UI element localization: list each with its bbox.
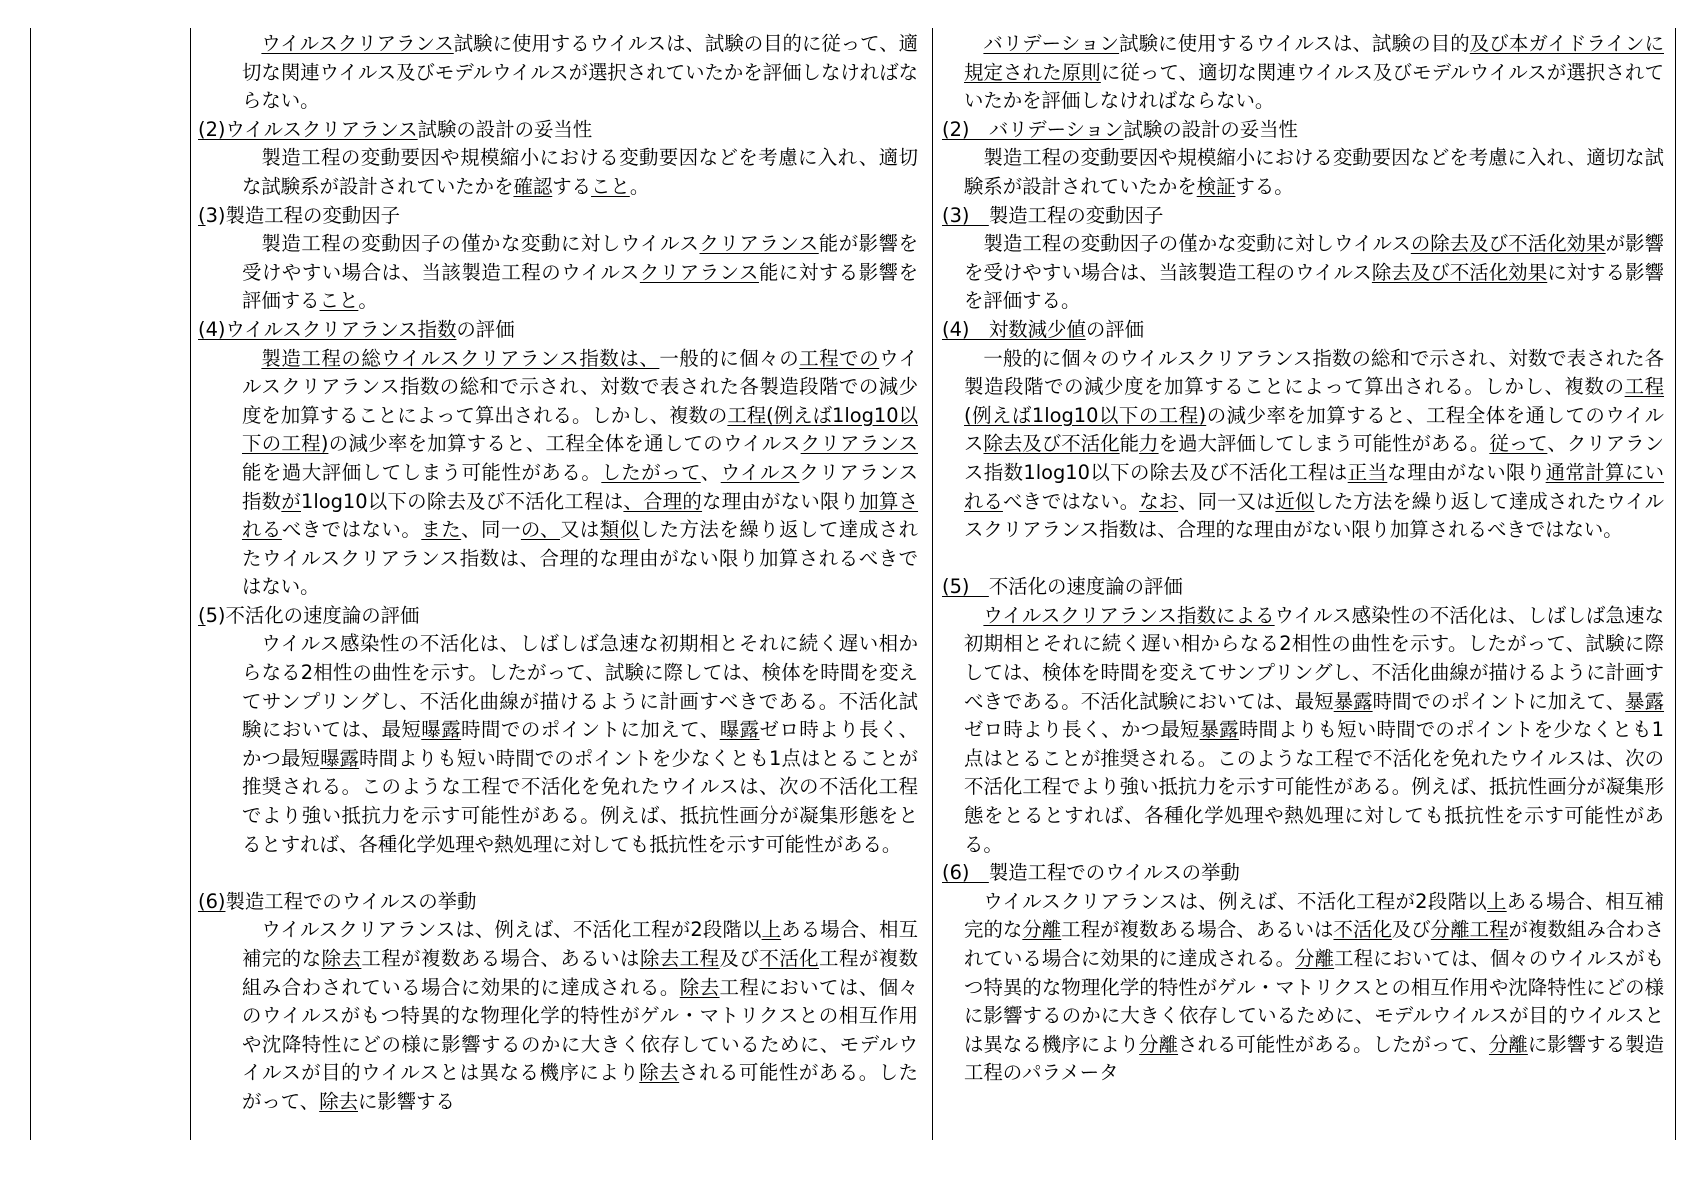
underlined-change: 従って — [1489, 432, 1548, 456]
text-run: 時間よりも短い時間でのポイントを少なくとも1点はとることが推奨される。このような工程で不活化を免れたウイルスは、次の不活化工程でより強い抵抗力を示す可能性がある。例えば、抵抗性画分が凝集形態をとるとすれば、各種化学処理や熱処理に対しても抵抗性を示す可能性がある。 — [964, 718, 1664, 856]
text-run: 5)不活化の速度論の評価 — [205, 603, 420, 627]
text-run: 製造工程の変動因子の僅かな変動に対しウイルス — [983, 232, 1411, 256]
underlined-change: 暴露 — [1333, 689, 1373, 713]
text-run: 1log10以下の除去及び不活化工程は — [301, 489, 624, 513]
section-heading — [942, 316, 1664, 345]
text-run: ウイルス感染性の不活化は、しばしば急速な初期相とそれに続く遅い相からなる2相性の曲性を示す。したがって、試験に際しては、検体を時間を変えてサンプリングし、不活化曲線が描けるように計画すべきである。不活化試験においては、最短 — [242, 632, 918, 742]
text-run: 試験の設計の妥当性 — [417, 117, 593, 141]
paragraph-gap — [198, 859, 918, 888]
text-run: 3)製造工程の変動因子 — [205, 203, 400, 227]
text-run: 時間よりも短い時間でのポイントを少なくとも1点はとることが推奨される。このような工程で不活化を免れたウイルスは、次の不活化工程でより強い抵抗力を示す可能性がある。例えば、抵抗性画分が凝集形態をとるとすれば、各種化学処理や熱処理に対しても抵抗性を示す可能性がある。 — [242, 746, 919, 856]
right-column-revised-text — [942, 30, 1664, 1088]
underlined-change: こと — [319, 289, 359, 313]
underlined-change: の、 — [520, 518, 560, 542]
text-run: ウイルスクリアランスは、例えば、不活化工程が2段階以 — [261, 918, 762, 942]
text-run: 工程が複数ある場合、あるいは — [1061, 918, 1334, 942]
underlined-change: 検証 — [1196, 174, 1236, 198]
underlined-change: 除去 — [639, 1061, 680, 1085]
text-run: 工程においては、個々のウイルスがもつ特異的な物理化学的特性がゲル・マトリクスとの相互作用や沈降特性にどの様に影響するのかに大きく依存しているために、モデルウイルスが目的ウイルスとは異なる機序により — [964, 947, 1665, 1056]
underlined-change: ウイルスクリアランス指数による — [983, 603, 1275, 627]
body-paragraph — [964, 144, 1664, 201]
body-paragraph — [242, 630, 918, 859]
text-run: した方法を繰り返して達成されたウイルスクリアランス指数は、合理的な理由がない限り加算されるべきではない。 — [242, 518, 919, 599]
text-run: 試験の設計の妥当性 — [1123, 117, 1298, 141]
text-run: 、同一又は — [1178, 489, 1276, 513]
text-run: べきではない。 — [281, 518, 422, 542]
text-run: に影響する — [357, 1089, 455, 1113]
text-run: に従って、適切な関連ウイルス及びモデルウイルスが選択されていたかを評価しなければならない。 — [964, 60, 1664, 113]
underlined-change: 暴露 — [1199, 718, 1239, 742]
text-run: な理由がない限り — [1387, 460, 1546, 484]
underlined-change: 近似 — [1275, 489, 1315, 513]
text-run: の評価 — [456, 317, 515, 341]
underlined-change: が — [281, 489, 301, 513]
text-run: 及び — [1391, 918, 1431, 942]
left-margin-rule — [30, 28, 31, 1140]
underlined-change: (3) — [942, 203, 989, 227]
text-run: ウイルスクリアランス指数の総和で示され、対数で表された各製造段階での減少度を加算することによって算出される。しかし、複数の — [242, 346, 919, 427]
text-run: する。 — [1235, 174, 1294, 198]
text-run: を過大評価してしまう可能性がある。 — [1158, 432, 1490, 456]
text-run: ゼロ時より長く、かつ最短 — [964, 718, 1200, 742]
text-run: 能が影響を受けやすい場合は、当該製造工程のウイルス — [242, 232, 919, 284]
text-run: 。 — [629, 174, 650, 198]
text-run: する — [552, 174, 592, 198]
underlined-change: (6) — [942, 861, 989, 885]
underlined-change: ( — [198, 203, 206, 227]
text-run: クリアランス指数 — [242, 460, 919, 513]
section-heading — [942, 116, 1664, 145]
underlined-change: クリアランス — [699, 232, 819, 256]
text-run: 試験に使用するウイルスは、試験の目的 — [1119, 32, 1470, 55]
section-heading — [198, 602, 918, 631]
underlined-change: (4) 対数減少値 — [942, 317, 1086, 341]
underlined-change: 類似 — [599, 518, 640, 542]
underlined-change: 除去及び不活化 — [983, 432, 1120, 456]
text-run: に対する影響を評価する。 — [964, 260, 1665, 313]
underlined-change: 正当 — [1347, 460, 1388, 484]
text-run: ウイルスクリアランスは、例えば、不活化工程が2段階以 — [983, 889, 1487, 913]
text-run: 不活化の速度論の評価 — [988, 575, 1183, 599]
underlined-change: 通常計算にいれる — [964, 460, 1665, 513]
underlined-change: 不活化 — [759, 947, 820, 970]
underlined-change: 除去工程 — [639, 947, 720, 970]
text-run: 及び — [719, 947, 760, 970]
section-heading — [942, 859, 1664, 888]
text-run: 製造工程の変動因子 — [988, 203, 1164, 227]
underlined-change: 除去 — [321, 947, 362, 970]
underlined-change: クリアランス — [639, 260, 759, 284]
text-run: 製造工程でのウイルスの挙動 — [988, 861, 1240, 885]
text-run: べきではない。 — [1002, 489, 1140, 513]
text-run: 製造工程でのウイルスの挙動 — [225, 889, 477, 913]
text-run: ゼロ時より長く、かつ最短 — [242, 718, 918, 770]
text-run: される可能性がある。したがって、 — [242, 1061, 918, 1113]
underlined-change: こと — [591, 174, 630, 198]
text-run: の減少率を加算すると、工程全体を通してのウイルス — [328, 432, 801, 456]
underlined-change: 除去 — [319, 1089, 358, 1113]
text-run: 。 — [358, 289, 378, 313]
right-edge-rule — [1675, 28, 1676, 1140]
underlined-change: 確認 — [513, 174, 553, 198]
text-run: 工程が複数ある場合、あるいは — [361, 947, 640, 970]
underlined-change: 、合理的 — [623, 489, 703, 513]
underlined-change: (6) — [198, 889, 226, 913]
underlined-change: の除去及び不活化効果 — [1410, 232, 1606, 256]
body-paragraph — [242, 916, 918, 1116]
underlined-change: ( — [198, 603, 206, 627]
text-run: 能 — [1119, 432, 1140, 456]
center-column-rule — [932, 28, 933, 1140]
underlined-change: 不活化 — [1333, 918, 1392, 942]
underlined-change: 工程(例えば1log10以下の工程) — [964, 375, 1665, 427]
underlined-change: クリアランス — [800, 432, 919, 456]
underlined-change: 曝露 — [421, 718, 462, 742]
left-column-rule — [190, 28, 191, 1140]
underlined-change: 分離 — [1022, 918, 1062, 942]
section-heading — [942, 573, 1664, 602]
underlined-change: ウイルスクリアランス — [261, 32, 454, 55]
underlined-change: また — [421, 518, 462, 542]
underlined-change: 分離 — [1295, 947, 1335, 970]
body-paragraph — [242, 144, 918, 201]
section-heading — [942, 202, 1664, 231]
body-paragraph — [964, 30, 1664, 116]
text-run: 、同一 — [461, 518, 521, 542]
text-run: ある場合、相互補完的な — [964, 889, 1665, 942]
underlined-change: (2) バリデーション — [942, 117, 1124, 141]
text-run: した方法を繰り返して達成されたウイルスクリアランス指数は、合理的な理由がない限り加算されるべきではない。 — [964, 489, 1665, 542]
underlined-change: (5) — [942, 575, 989, 599]
underlined-change: 上 — [761, 918, 782, 942]
underlined-change: 上 — [1486, 889, 1507, 913]
text-run: 一般的に個々のウイルスクリアランス指数の総和で示され、対数で表された各製造段階での減少度を加算することによって算出される。しかし、複数の — [964, 346, 1664, 399]
section-heading — [198, 316, 918, 345]
section-heading — [198, 116, 918, 145]
left-column-current-text — [198, 30, 918, 1117]
text-run: が複数組み合わされている場合に効果的に達成される。 — [964, 918, 1665, 970]
text-run: に影響する製造工程のパラメータ — [964, 1032, 1665, 1085]
underlined-change: 曝露 — [719, 718, 760, 742]
text-run: 能を過大評価してしまう可能性がある。 — [242, 460, 602, 484]
body-paragraph — [242, 30, 918, 116]
underlined-change: したがって — [601, 460, 701, 484]
body-paragraph — [964, 602, 1664, 859]
underlined-change: 工程(例えば1log10以下の工程) — [242, 403, 919, 456]
underlined-change: 曝露 — [320, 746, 360, 770]
text-run: ウイルス感染性の不活化は、しばしば急速な初期相とそれに続く遅い相からなる2相性の曲性を示す。したがって、試験に際しては、検体を時間を変えてサンプリングし、不活化曲線が描けるように計画すべきである。不活化試験においては、最短 — [964, 603, 1664, 713]
body-paragraph — [964, 888, 1664, 1088]
body-paragraph — [964, 230, 1664, 316]
text-run: 又は — [559, 518, 600, 542]
text-run: 工程が複数組み合わされている場合に効果的に達成される。 — [242, 947, 919, 999]
text-run: な理由がない限り — [702, 489, 860, 513]
text-run: 一般的に個々の — [659, 346, 800, 370]
underlined-change: 工程での — [799, 346, 880, 370]
text-run: の評価 — [1085, 317, 1144, 341]
text-run: 製造工程の変動要因や規模縮小における変動要因などを考慮に入れ、適切な試験系が設計されていたかを — [964, 146, 1664, 198]
underlined-change: 加算される — [242, 489, 919, 542]
underlined-change: (2)ウイルスクリアランス — [198, 117, 418, 141]
underlined-change: 分離工程 — [1430, 918, 1509, 942]
text-run: 能に対する影響を評価する — [242, 260, 919, 313]
underlined-change: 製造工程の総ウイルスクリアランス指数は、 — [261, 346, 660, 370]
paragraph-gap — [942, 545, 1664, 574]
underlined-change: (4)ウイルスクリアランス指数 — [198, 317, 457, 341]
body-paragraph — [242, 345, 918, 602]
underlined-change: 除去 — [679, 975, 720, 999]
text-run: 製造工程の変動要因や規模縮小における変動要因などを考慮に入れ、適切な試験系が設計されていたかを — [242, 146, 918, 198]
text-run: が影響を受けやすい場合は、当該製造工程のウイルス — [964, 232, 1665, 284]
text-run: 工程においては、個々のウイルスがもつ特異的な物理化学的特性がゲル・マトリクスとの相互作用や沈降特性にどの様に影響するのかに大きく依存しているために、モデルウイルスが目的ウイルスとは異なる機序により — [242, 975, 919, 1085]
body-paragraph — [242, 230, 918, 316]
text-run: 、 — [700, 460, 721, 484]
section-heading — [198, 888, 918, 917]
text-run: ある場合、相互補完的な — [242, 918, 919, 970]
text-run: 時間でのポイントに加えて、 — [461, 718, 720, 742]
text-run: 製造工程の変動因子の僅かな変動に対しウイルス — [261, 232, 700, 256]
underlined-change: なお — [1139, 489, 1179, 513]
text-run: される可能性がある。したがって、 — [1178, 1032, 1489, 1056]
text-run: 時間でのポイントに加えて、 — [1372, 689, 1626, 713]
underlined-change: ウイルス — [720, 460, 800, 484]
text-run: の減少率を加算すると、工程全体を通してのウイルス — [964, 403, 1665, 456]
section-heading — [198, 202, 918, 231]
text-run: 、クリアランス指数1log10以下の除去及び不活化工程は — [964, 432, 1665, 484]
underlined-change: 除去及び不活化効果 — [1371, 260, 1548, 284]
underlined-change: 力 — [1139, 432, 1159, 456]
text-run: 試験に使用するウイルスは、試験の目的に従って、適切な関連ウイルス及びモデルウイルスが選択されていたかを評価しなければならない。 — [242, 32, 918, 113]
underlined-change: 及び本ガイドラインに規定された原則 — [964, 32, 1664, 84]
underlined-change: 暴露 — [1625, 689, 1665, 713]
underlined-change: バリデーション — [983, 32, 1120, 55]
underlined-change: 分離 — [1139, 1032, 1179, 1056]
body-paragraph — [964, 345, 1664, 545]
underlined-change: 分離 — [1488, 1032, 1528, 1056]
